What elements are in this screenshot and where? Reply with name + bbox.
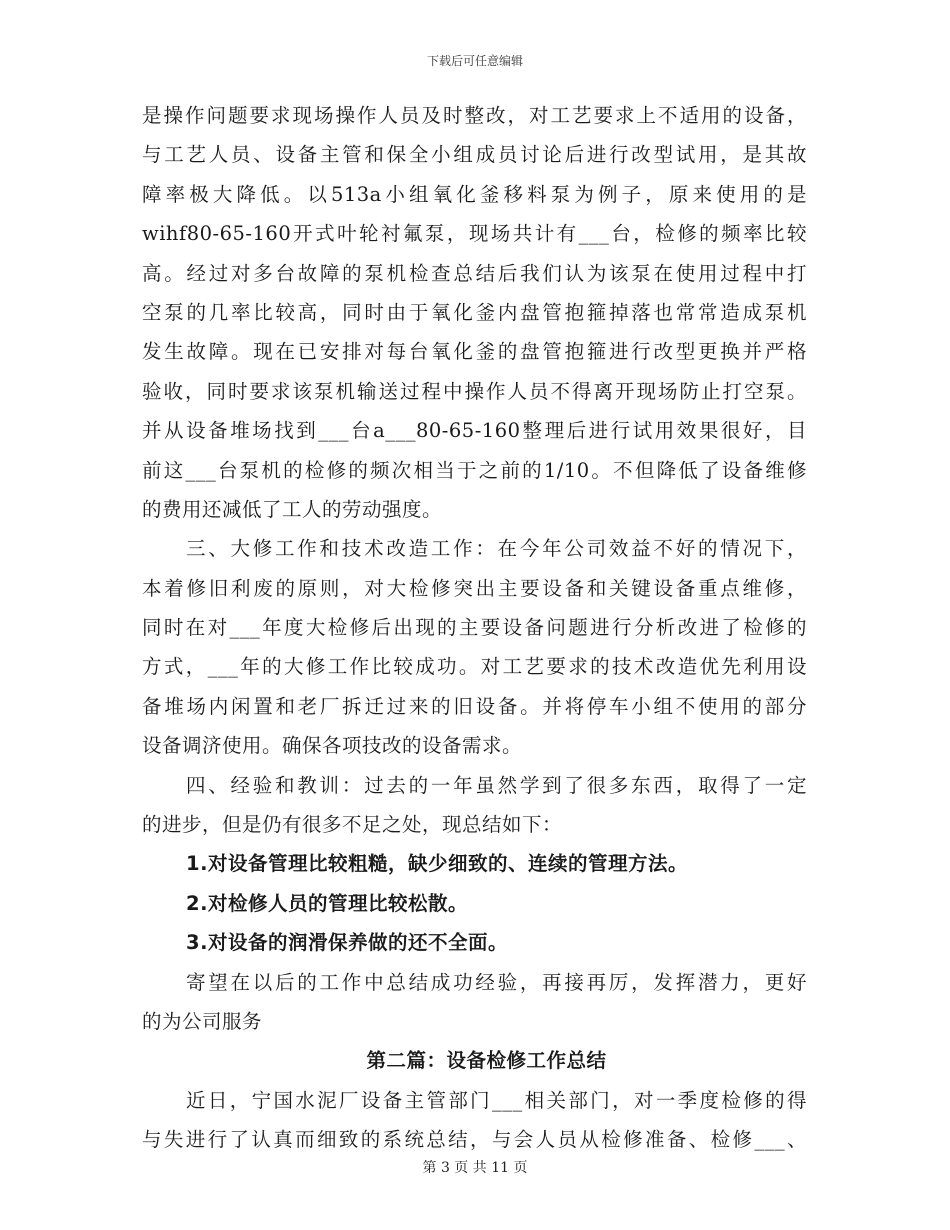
text-line: 与失进行了认真而细致的系统总结，与会人员从检修准备、检修___、 <box>142 1128 807 1152</box>
text-line: 并从设备堆场找到___台a___80-65-160整理后进行试用效果很好，目 <box>142 419 807 443</box>
text-line: 高。经过对多台故障的泵机检查总结后我们认为该泵在使用过程中打 <box>142 261 807 285</box>
text-line: 的费用还减低了工人的劳动强度。 <box>142 497 443 521</box>
paragraph-first-line: 近日，宁国水泥厂设备主管部门___相关部门，对一季度检修的得 <box>186 1088 807 1112</box>
paragraph-first-line: 三、大修工作和技术改造工作：在今年公司效益不好的情况下， <box>186 537 807 561</box>
text-line: 发生故障。现在已安排对每台氧化釜的盘管抱箍进行改型更换并严格 <box>142 340 807 364</box>
list-item: 3.对设备的润滑保养做的还不全面。 <box>186 931 508 955</box>
text-line: 备堆场内闲置和老厂拆迁过来的旧设备。并将停车小组不使用的部分 <box>142 694 807 718</box>
text-line: 方式，___年的大修工作比较成功。对工艺要求的技术改造优先利用设 <box>142 655 807 679</box>
text-line: 验收，同时要求该泵机输送过程中操作人员不得离开现场防止打空泵。 <box>142 379 807 403</box>
text-line: 空泵的几率比较高，同时由于氧化釜内盘管抱箍掉落也常常造成泵机 <box>142 300 807 324</box>
text-line: 与工艺人员、设备主管和保全小组成员讨论后进行改型试用，是其故 <box>142 143 807 167</box>
text-line: 本着修旧利废的原则，对大检修突出主要设备和关键设备重点维修， <box>142 576 807 600</box>
document-body <box>142 96 807 1160</box>
section-title: 第二篇：设备检修工作总结 <box>366 1049 607 1073</box>
text-line: 前这___台泵机的检修的频次相当于之前的1/10。不但降低了设备维修 <box>142 458 807 482</box>
paragraph-first-line: 四、经验和教训：过去的一年虽然学到了很多东西，取得了一定 <box>186 773 807 797</box>
paragraph-first-line: 寄望在以后的工作中总结成功经验，再接再厉，发挥潜力，更好 <box>186 970 807 994</box>
page-header: 下载后可任意编辑 <box>426 54 523 68</box>
page-number: 第 3 页 共 11 页 <box>422 1160 528 1176</box>
list-item: 1.对设备管理比较粗糙，缺少细致的、连续的管理方法。 <box>186 852 688 876</box>
text-line: wihf80-65-160开式叶轮衬氟泵，现场共计有___台，检修的频率比较 <box>142 222 807 246</box>
list-item: 2.对检修人员的管理比较松散。 <box>186 891 468 915</box>
text-line: 是操作问题要求现场操作人员及时整改，对工艺要求上不适用的设备， <box>142 104 807 127</box>
text-line: 同时在对___年度大检修后出现的主要设备问题进行分析改进了检修的 <box>142 616 807 640</box>
text-line: 的进步，但是仍有很多不足之处，现总结如下： <box>142 813 563 837</box>
text-line: 设备调济使用。确保各项技改的设备需求。 <box>142 734 523 758</box>
text-line: 的为公司服务 <box>142 1009 263 1033</box>
text-line: 障率极大降低。以513a小组氧化釜移料泵为例子，原来使用的是 <box>142 182 807 206</box>
